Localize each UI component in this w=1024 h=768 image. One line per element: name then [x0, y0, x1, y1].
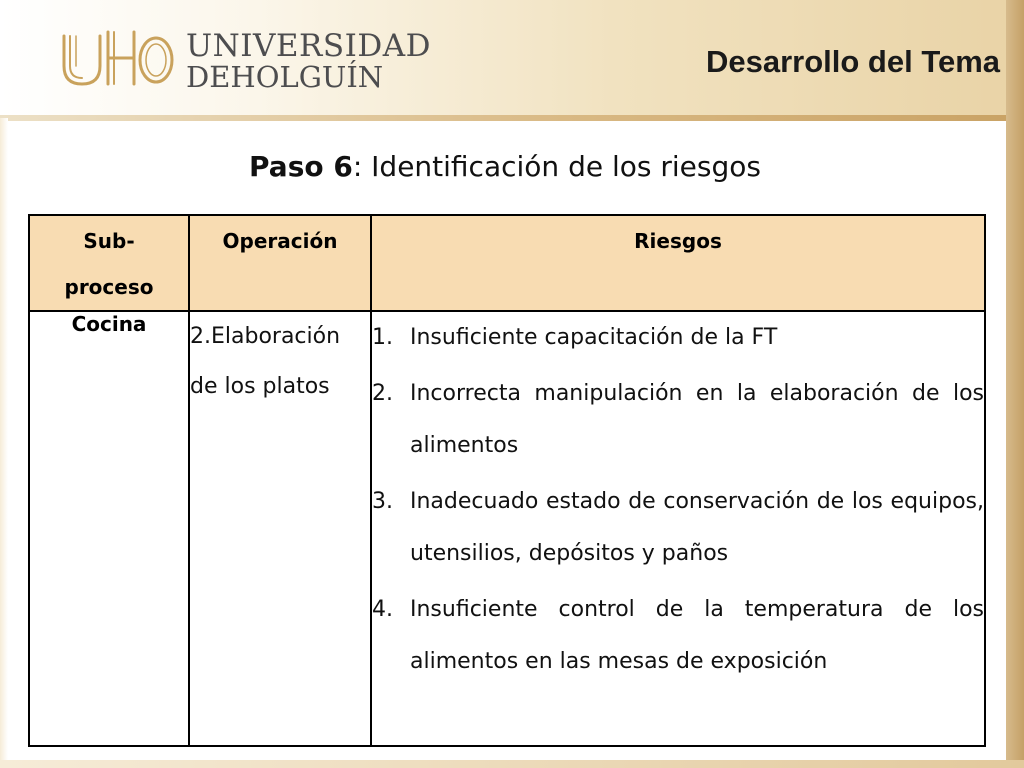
risk-text: Insuficiente capacitación de la FT — [410, 325, 778, 350]
risk-text: Insuficiente control de la temperatura de los alimentos en las mesas de exposición — [410, 597, 984, 674]
left-frame-strip — [0, 118, 8, 768]
header-risks: Riesgos — [371, 215, 985, 311]
risks-table — [28, 214, 986, 747]
section-title: Desarrollo del Tema — [705, 44, 1000, 79]
risk-number: 3. — [372, 489, 393, 514]
university-logo — [56, 26, 431, 96]
risk-number: 4. — [372, 597, 393, 622]
cell-subprocess: Cocina — [29, 311, 189, 746]
table-header-row — [29, 215, 985, 311]
list-item — [372, 312, 984, 364]
header-divider — [0, 115, 1024, 121]
risk-number: 1. — [372, 325, 393, 350]
list-item — [372, 368, 984, 472]
risk-text: Inadecuado estado de conservación de los equipos, utensilios, depósitos y paños — [410, 489, 984, 566]
right-frame-strip — [1006, 0, 1024, 768]
table-row — [29, 311, 985, 746]
risk-number: 2. — [372, 381, 393, 406]
header-operation: Operación — [189, 215, 371, 311]
cell-operation: 2.Elaboración de los platos — [189, 311, 371, 746]
header-subprocess: Sub- proceso — [29, 215, 189, 311]
risk-list — [372, 312, 984, 688]
logo-wordmark-line1: UNIVERSIDAD — [186, 28, 431, 64]
risk-text: Incorrecta manipulación en la elaboración de los alimentos — [410, 381, 984, 458]
cell-risks — [371, 311, 985, 746]
list-item — [372, 584, 984, 688]
step-title-text: : Identificación de los riesgos — [352, 150, 761, 183]
step-label: Paso 6 — [249, 150, 353, 183]
logo-wordmark-line2: DEHOLGUÍN — [186, 60, 384, 94]
uho-logo-mark-icon — [56, 26, 176, 90]
list-item — [372, 476, 984, 580]
bottom-frame-strip — [0, 760, 1024, 768]
step-heading — [0, 150, 1010, 183]
